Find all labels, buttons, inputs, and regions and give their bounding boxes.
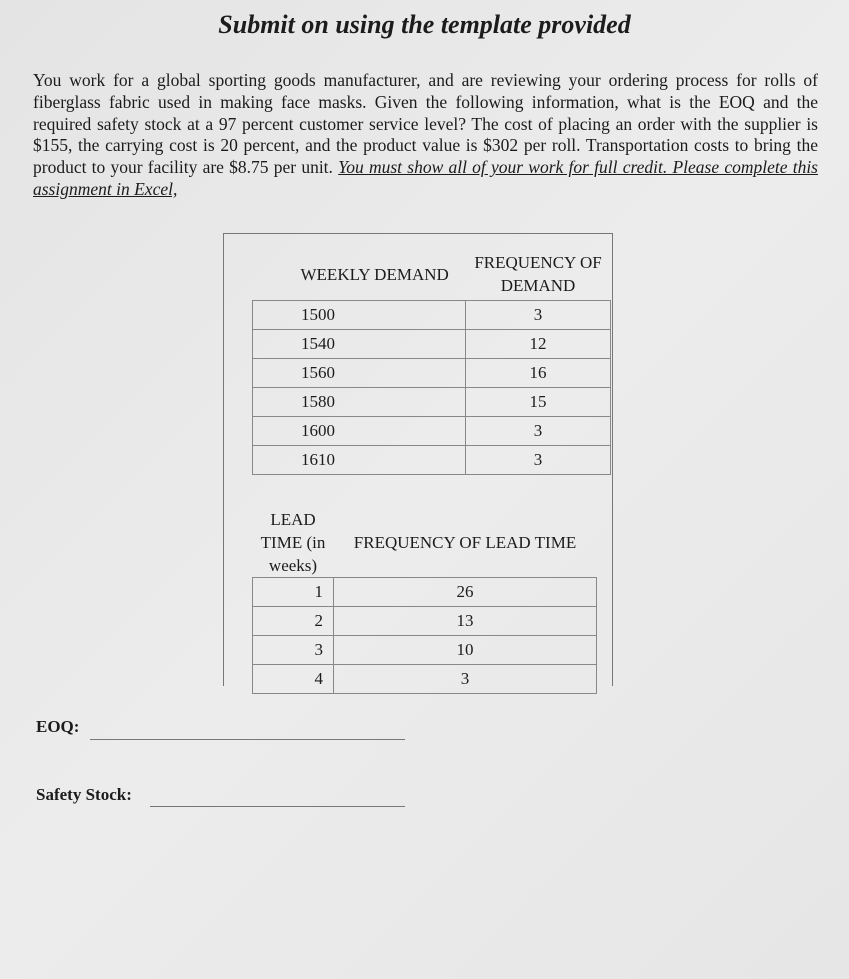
- table-cell: 10: [334, 636, 597, 665]
- column-header: WEEKLY DEMAND: [253, 248, 466, 301]
- table-row: [253, 301, 611, 330]
- table-cell: 1500: [253, 301, 466, 330]
- safety-stock-answer-line[interactable]: [150, 806, 405, 807]
- lead-time-table: [252, 508, 597, 694]
- problem-statement: [33, 70, 818, 201]
- problem-text: You work for a global sporting goods manufacturer, and are reviewing your ordering process for rolls of fiberglass fabric used in making face masks. Given the following information, what is the EOQ and the required safety stock at a 97 percent customer service level? The cost of placing an order with the supplier is $155, the carrying cost is 20 percent, and the product value is $302 per roll. Transportation costs to bring the product to your facility are $8.75 per unit.: [33, 70, 818, 178]
- table-row: [253, 446, 611, 475]
- table-row: [253, 636, 597, 665]
- column-header: FREQUENCY OF LEAD TIME: [334, 508, 597, 578]
- eoq-answer-line[interactable]: [90, 739, 405, 740]
- table-cell: 3: [253, 636, 334, 665]
- column-header: LEAD TIME (in weeks): [253, 508, 334, 578]
- table-cell: 1610: [253, 446, 466, 475]
- table-cell: 1: [253, 578, 334, 607]
- table-row: [253, 665, 597, 694]
- table-row: [253, 330, 611, 359]
- eoq-label: EOQ:: [36, 717, 80, 736]
- table-cell: 3: [466, 417, 611, 446]
- instructions-emphasis: You must show all of your work for full credit. Please complete this assignment in Excel,: [33, 157, 818, 199]
- table-cell: 13: [334, 607, 597, 636]
- table-row: [253, 578, 597, 607]
- table-cell: 16: [466, 359, 611, 388]
- table-cell: 12: [466, 330, 611, 359]
- page-title: Submit on using the template provided: [218, 10, 631, 39]
- safety-stock-label: Safety Stock:: [36, 785, 132, 804]
- table-cell: 15: [466, 388, 611, 417]
- column-header: FREQUENCY OF DEMAND: [466, 248, 611, 301]
- table-cell: 4: [253, 665, 334, 694]
- table-cell: 1580: [253, 388, 466, 417]
- table-cell: 26: [334, 578, 597, 607]
- table-row: [253, 417, 611, 446]
- table-cell: 3: [466, 446, 611, 475]
- table-row: [253, 607, 597, 636]
- table-cell: 3: [334, 665, 597, 694]
- demand-table: [252, 248, 611, 475]
- table-cell: 1600: [253, 417, 466, 446]
- table-cell: 3: [466, 301, 611, 330]
- table-cell: 2: [253, 607, 334, 636]
- table-cell: 1560: [253, 359, 466, 388]
- table-row: [253, 359, 611, 388]
- table-cell: 1540: [253, 330, 466, 359]
- table-row: [253, 388, 611, 417]
